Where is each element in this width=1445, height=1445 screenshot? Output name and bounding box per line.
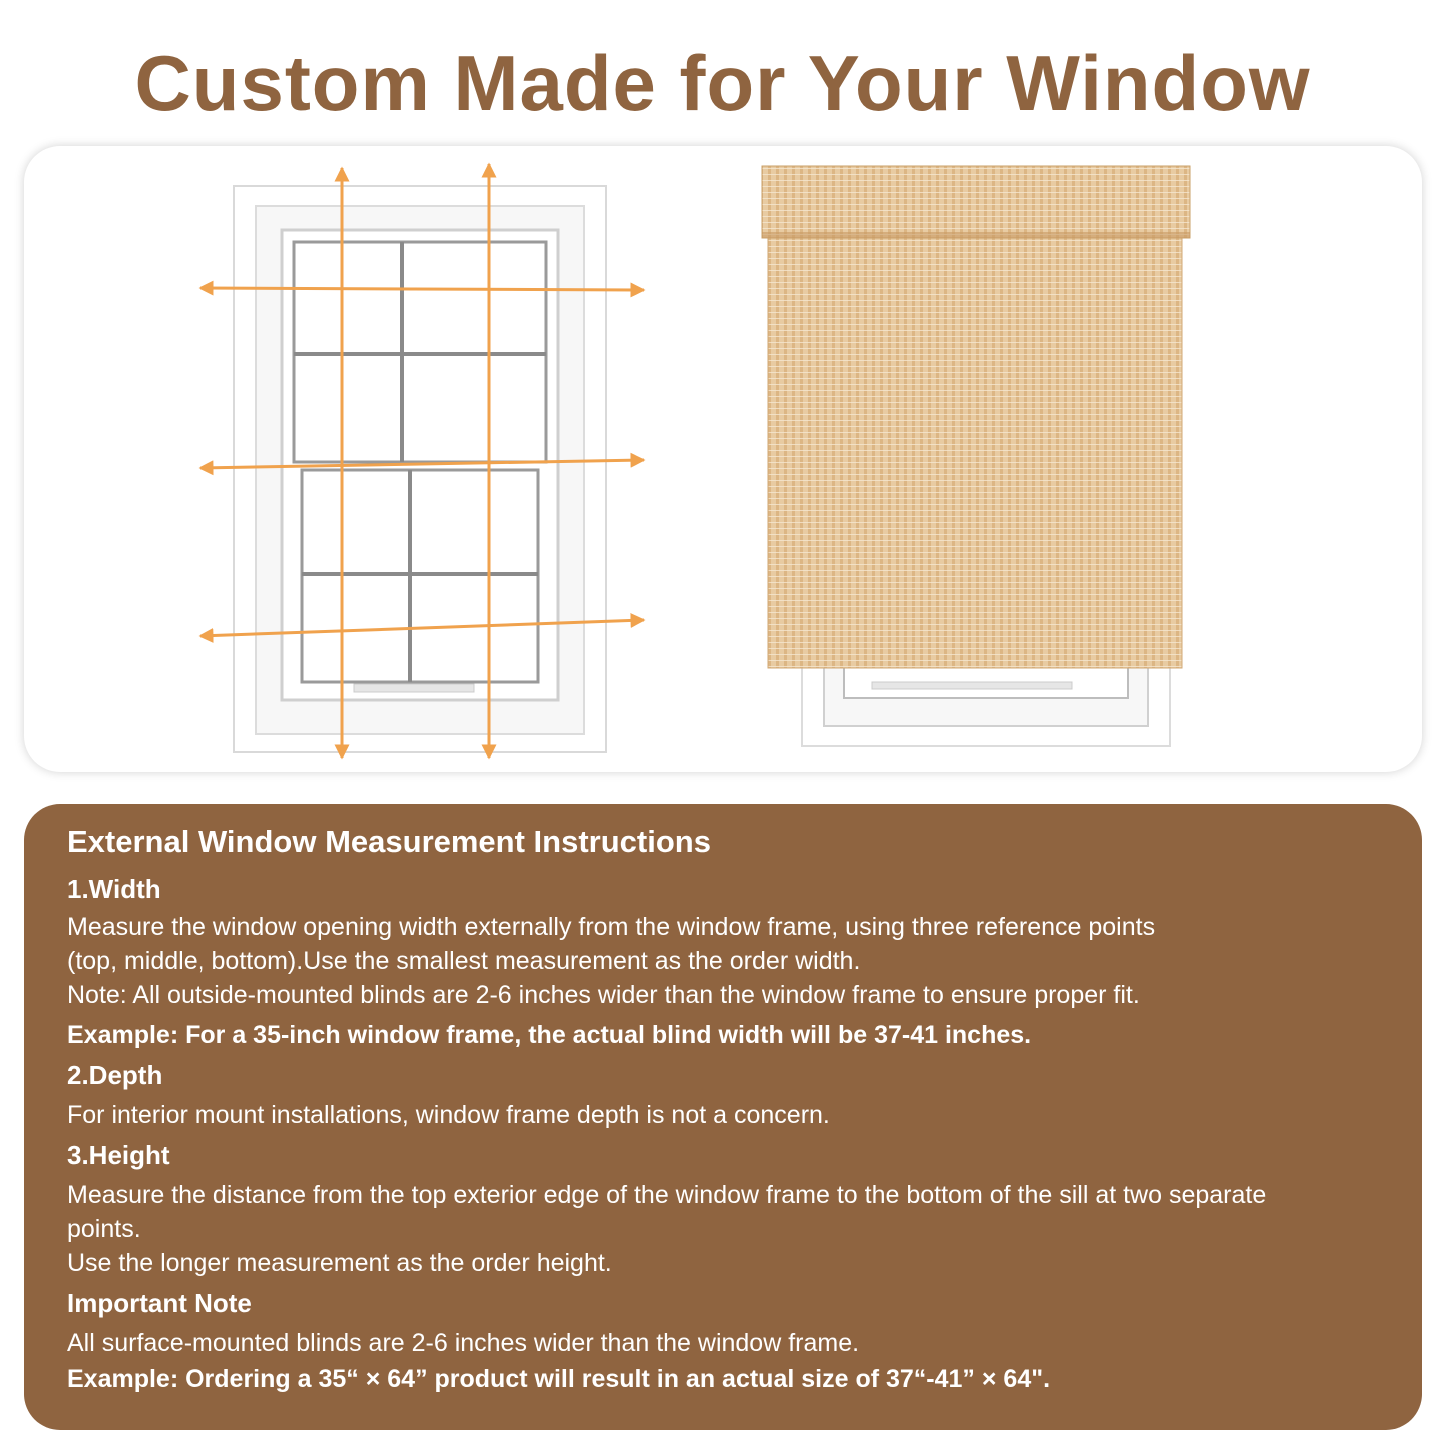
important-note-label: Important Note — [67, 1288, 252, 1318]
page-title: Custom Made for Your Window — [134, 39, 1311, 127]
height-text-line2: points. — [67, 1215, 141, 1243]
illustration-card — [24, 146, 1422, 772]
width-example: Example: For a 35-inch window frame, the actual blind width will be 37-41 inches. — [67, 1021, 1032, 1049]
height-text-line3: Use the longer measurement as the order height. — [67, 1249, 612, 1277]
depth-label: 2.Depth — [67, 1060, 163, 1090]
shade-diagram — [762, 166, 1190, 746]
important-note-example: Example: Ordering a 35“ × 64” product will result in an actual size of 37“-41” × 64". — [67, 1365, 1051, 1393]
instructions-heading: External Window Measurement Instructions — [67, 824, 711, 859]
width-text-line2: (top, middle, bottom).Use the smallest measurement as the order width. — [67, 947, 861, 975]
width-label: 1.Width — [67, 874, 161, 904]
width-note: Note: All outside-mounted blinds are 2-6 inches wider than the window frame to ensure proper fit. — [67, 981, 1140, 1009]
window-diagram — [234, 186, 606, 752]
width-text-line1: Measure the window opening width externally from the window frame, using three reference points — [67, 913, 1156, 941]
window-illustrations — [24, 146, 1422, 772]
instructions-panel — [24, 804, 1422, 1430]
height-label: 3.Height — [67, 1140, 170, 1170]
height-text-line1: Measure the distance from the top exterior edge of the window frame to the bottom of the sill at two separate — [67, 1181, 1267, 1209]
important-note-text: All surface-mounted blinds are 2-6 inches wider than the window frame. — [67, 1329, 860, 1357]
depth-text: For interior mount installations, window frame depth is not a concern. — [67, 1101, 830, 1129]
